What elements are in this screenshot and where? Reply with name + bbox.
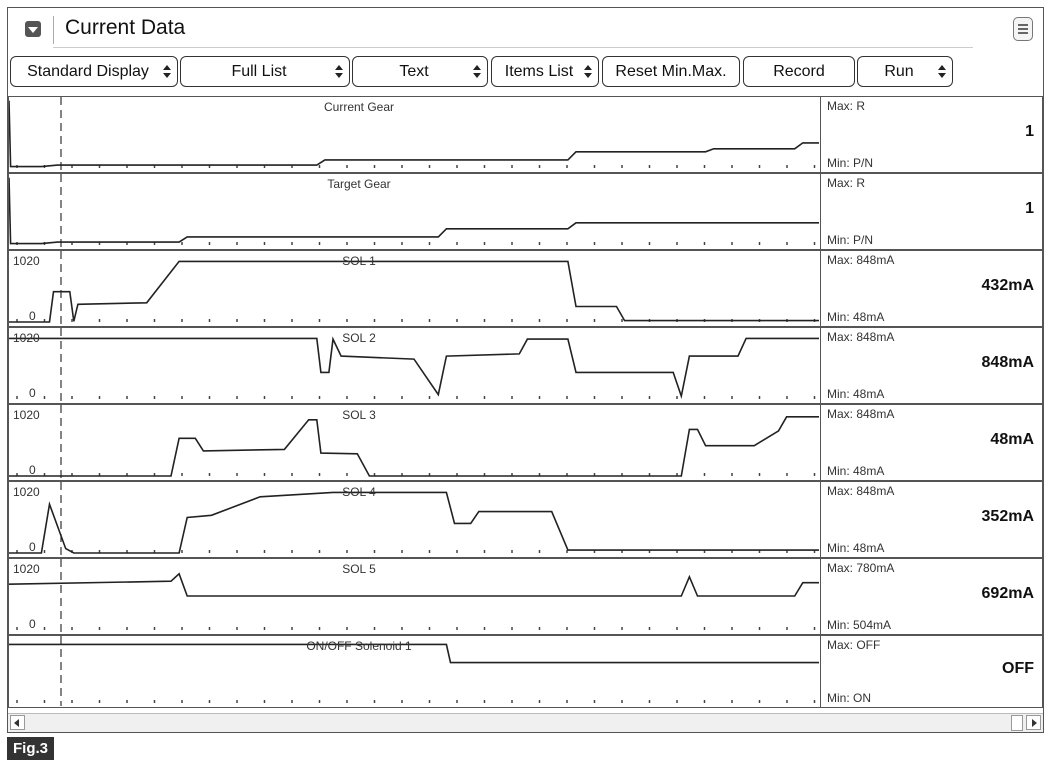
updown-icon — [335, 65, 343, 79]
collapse-icon[interactable] — [25, 21, 41, 37]
graph-plot — [9, 97, 821, 172]
current-value: 692mA — [981, 585, 1034, 602]
signal-trace — [9, 574, 819, 596]
graph-title: ON/OFF Solenoid 1 — [306, 639, 412, 653]
items-list-select[interactable] — [491, 56, 599, 87]
record-button[interactable] — [743, 56, 855, 87]
max-value: Max: 848mA — [827, 253, 895, 267]
graph-plot — [9, 328, 821, 403]
graph-panel[interactable] — [8, 96, 1043, 173]
standard-display-select[interactable] — [10, 56, 178, 87]
y-max-label: 1020 — [13, 254, 40, 268]
toolbar-label: Items List — [504, 62, 574, 80]
max-value: Max: OFF — [827, 638, 881, 652]
min-value: Min: 48mA — [827, 541, 885, 555]
scroll-left-icon[interactable] — [10, 715, 25, 730]
y-min-label: 0 — [29, 540, 36, 554]
scroll-right-icon[interactable] — [1026, 715, 1041, 730]
max-value: Max: 848mA — [827, 484, 895, 498]
min-value: Min: 48mA — [827, 310, 885, 324]
graph-panel[interactable] — [8, 558, 1043, 635]
y-min-label: 0 — [29, 386, 36, 400]
graph-plot — [9, 405, 821, 480]
current-value: 432mA — [981, 277, 1034, 294]
window-title: Current Data — [65, 16, 186, 39]
updown-icon — [584, 65, 592, 79]
signal-trace — [9, 338, 819, 396]
menu-icon[interactable] — [1013, 17, 1033, 41]
graph-panel[interactable] — [8, 250, 1043, 327]
graph-title: SOL 1 — [342, 254, 376, 268]
max-value: Max: 848mA — [827, 330, 895, 344]
graph-title: SOL 3 — [342, 408, 376, 422]
title-divider — [53, 16, 54, 44]
y-max-label: 1020 — [13, 562, 40, 576]
toolbar-label: Full List — [231, 62, 287, 80]
graph-plot — [9, 636, 821, 707]
y-min-label: 0 — [29, 309, 36, 323]
graph-plot — [9, 251, 821, 326]
min-value: Min: ON — [827, 691, 872, 705]
updown-icon — [163, 65, 171, 79]
graph-title: SOL 4 — [342, 485, 376, 499]
y-max-label: 1020 — [13, 408, 40, 422]
graph-panel[interactable] — [8, 173, 1043, 250]
scroll-thumb[interactable] — [1011, 715, 1023, 731]
toolbar-label: Record — [773, 62, 825, 80]
current-value: 848mA — [981, 354, 1034, 371]
y-max-label: 1020 — [13, 331, 40, 345]
text-select[interactable] — [352, 56, 488, 87]
updown-icon — [473, 65, 481, 79]
current-value: 1 — [1025, 200, 1034, 217]
graph-panel[interactable] — [8, 327, 1043, 404]
toolbar-label: Run — [884, 62, 914, 80]
current-data-window — [7, 7, 1044, 733]
toolbar-label: Standard Display — [27, 62, 149, 80]
min-value: Min: 504mA — [827, 618, 892, 632]
min-value: Min: P/N — [827, 233, 874, 247]
title-bar — [8, 8, 1043, 48]
graph-panel[interactable] — [8, 481, 1043, 558]
full-list-select[interactable] — [180, 56, 350, 87]
signal-trace — [9, 261, 819, 322]
title-underline — [53, 47, 973, 48]
min-value: Min: P/N — [827, 156, 874, 170]
y-max-label: 1020 — [13, 485, 40, 499]
max-value: Max: 780mA — [827, 561, 895, 575]
graph-plot — [9, 174, 821, 249]
current-value: OFF — [1002, 660, 1034, 677]
max-value: Max: R — [827, 99, 866, 113]
max-value: Max: 848mA — [827, 407, 895, 421]
graph-panel[interactable] — [8, 404, 1043, 481]
graph-title: Current Gear — [323, 100, 395, 114]
min-value: Min: 48mA — [827, 387, 885, 401]
updown-icon — [938, 65, 946, 79]
signal-trace — [9, 492, 819, 553]
current-value: 1 — [1025, 123, 1034, 140]
y-min-label: 0 — [29, 617, 36, 631]
current-value: 352mA — [981, 508, 1034, 525]
horizontal-scrollbar[interactable] — [8, 713, 1043, 732]
graph-title: Target Gear — [327, 177, 391, 191]
current-value: 48mA — [990, 431, 1034, 448]
reset-min-max-button[interactable] — [602, 56, 740, 87]
graph-list — [8, 96, 1043, 708]
graph-panel[interactable] — [8, 635, 1043, 708]
graph-plot — [9, 559, 821, 634]
figure-caption: Fig.3 — [7, 737, 54, 760]
toolbar-label: Text — [399, 62, 429, 80]
min-value: Min: 48mA — [827, 464, 885, 478]
toolbar-label: Reset Min.Max. — [615, 62, 727, 80]
max-value: Max: R — [827, 176, 866, 190]
toolbar — [8, 56, 1043, 90]
y-min-label: 0 — [29, 463, 36, 477]
graph-title: SOL 2 — [342, 331, 376, 345]
run-select[interactable] — [857, 56, 953, 87]
signal-trace — [9, 417, 819, 476]
graph-plot — [9, 482, 821, 557]
graph-title: SOL 5 — [342, 562, 376, 576]
